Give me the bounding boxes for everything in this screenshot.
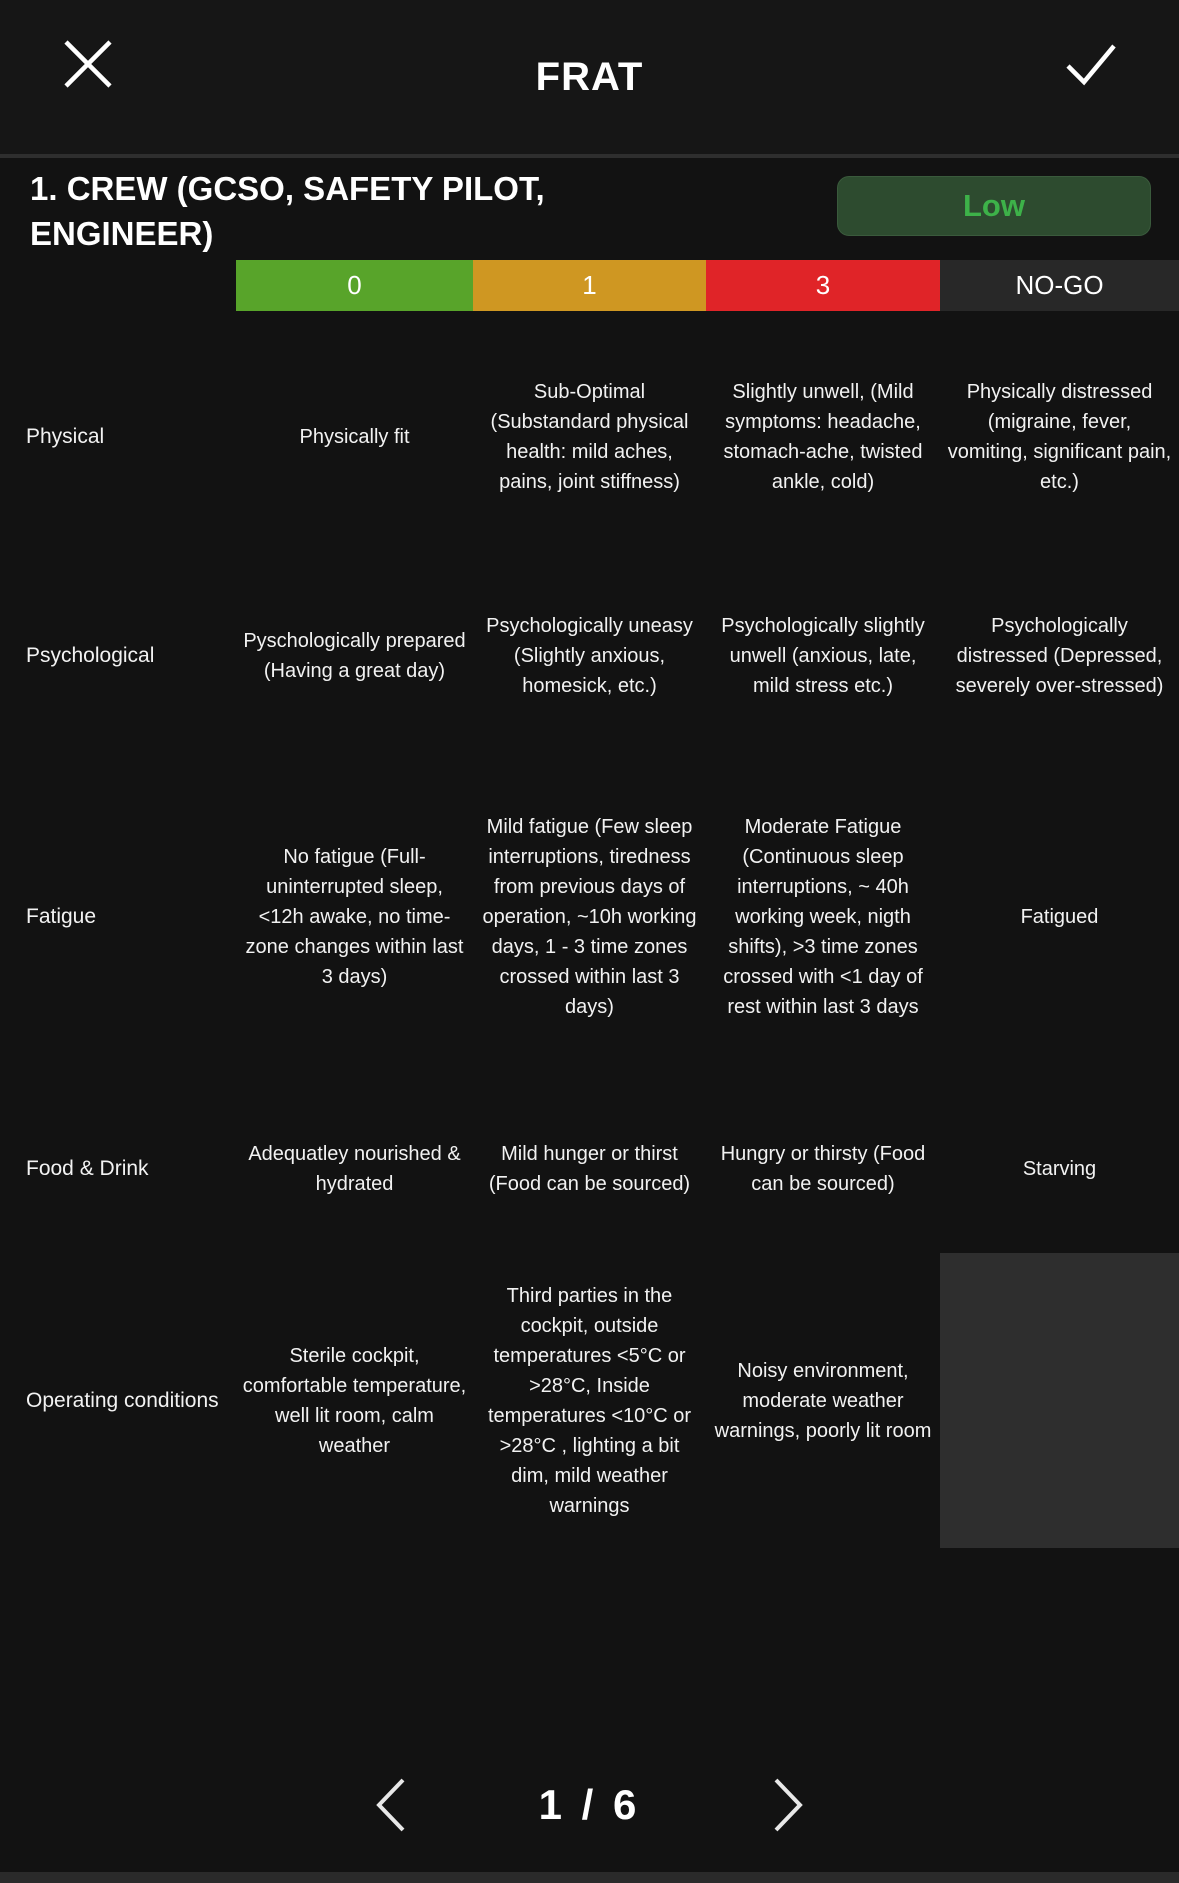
score-cell-nogo[interactable]: Starving <box>1022 1158 1097 1180</box>
row-label: Physical <box>26 425 105 448</box>
close-icon <box>60 36 116 92</box>
score-cell-0[interactable]: Adequatley nourished & hydrated <box>248 1143 461 1195</box>
score-cell-0[interactable]: No fatigue (Full-uninterrupted sleep, <12h awake, no time-zone changes within last 3 days) <box>245 846 464 988</box>
score-cell-1[interactable]: Third parties in the cockpit, outside temperatures <5°C or >28°C, Inside temperatures <10°C or >28°C , lighting a bit dim, mild weather warnings <box>487 1284 692 1517</box>
table-row-psychological <box>0 563 1179 749</box>
row-label: Fatigue <box>26 905 97 928</box>
score-cell-0[interactable]: Pyschologically prepared (Having a great day) <box>243 630 466 682</box>
chevron-right-icon <box>770 1775 806 1835</box>
score-header-3: 3 <box>706 260 940 311</box>
chevron-left-icon <box>373 1775 409 1835</box>
score-cell-1[interactable]: Psychologically uneasy (Slightly anxious, homesick, etc.) <box>486 615 693 697</box>
row-label: Food & Drink <box>26 1157 149 1180</box>
score-cell-1[interactable]: Mild fatigue (Few sleep interruptions, tiredness from previous days of operation, ~10h working days, 1 - 3 time zones crossed within last 3 days) <box>482 816 697 1018</box>
score-header-1: 1 <box>473 260 706 311</box>
close-button[interactable] <box>48 24 128 104</box>
check-icon <box>1060 36 1122 92</box>
corner-spacer <box>0 260 236 311</box>
bottom-bar <box>0 1872 1179 1883</box>
score-header-row <box>0 260 1179 311</box>
score-header-0: 0 <box>236 260 473 311</box>
score-cell-1[interactable]: Sub-Optimal (Substandard physical health: mild aches, pains, joint stiffness) <box>490 381 689 493</box>
table-row-operating-conditions <box>0 1253 1179 1548</box>
pagination <box>0 1750 1179 1860</box>
score-cell-nogo[interactable] <box>940 1253 1179 1548</box>
row-label: Psychological <box>26 644 155 667</box>
section-title: 1. CREW (GCSO, SAFETY PILOT, ENGINEER) <box>30 170 545 252</box>
table-row-physical <box>0 311 1179 563</box>
score-cell-0[interactable]: Sterile cockpit, comfortable temperature, well lit room, calm weather <box>242 1344 467 1457</box>
score-cell-3[interactable]: Hungry or thirsty (Food can be sourced) <box>720 1143 926 1195</box>
score-cell-3[interactable]: Psychologically slightly unwell (anxious, late, mild stress etc.) <box>721 615 925 697</box>
score-cell-1[interactable]: Mild hunger or thirst (Food can be sourced) <box>488 1143 691 1195</box>
score-cell-3[interactable]: Slightly unwell, (Mild symptoms: headache, stomach-ache, twisted ankle, cold) <box>723 381 923 493</box>
next-page-button[interactable] <box>758 1770 818 1840</box>
prev-page-button[interactable] <box>361 1770 421 1840</box>
confirm-button[interactable] <box>1051 24 1131 104</box>
top-bar <box>0 0 1179 154</box>
risk-level-button[interactable]: Low <box>837 176 1151 236</box>
score-cell-0[interactable]: Physically fit <box>299 426 410 448</box>
page-indicator: 1 / 6 <box>538 1781 641 1828</box>
score-cell-nogo[interactable]: Fatigued <box>1020 906 1099 928</box>
score-cell-3[interactable]: Moderate Fatigue (Continuous sleep interruptions, ~ 40h working week, nigth shifts), >3 time zones crossed with <1 day of rest within last 3 days <box>723 816 923 1018</box>
table-row-food-drink <box>0 1085 1179 1253</box>
table-row-fatigue <box>0 749 1179 1085</box>
score-cell-3[interactable]: Noisy environment, moderate weather warnings, poorly lit room <box>714 1359 932 1442</box>
section-header <box>0 158 1179 260</box>
frat-table <box>0 260 1179 1548</box>
row-label: Operating conditions <box>26 1388 219 1412</box>
page-title: FRAT <box>535 54 644 99</box>
score-header-nogo: NO-GO <box>940 260 1179 311</box>
score-cell-nogo[interactable]: Psychologically distressed (Depressed, severely over-stressed) <box>955 615 1164 697</box>
score-cell-nogo[interactable]: Physically distressed (migraine, fever, vomiting, significant pain, etc.) <box>947 381 1172 493</box>
